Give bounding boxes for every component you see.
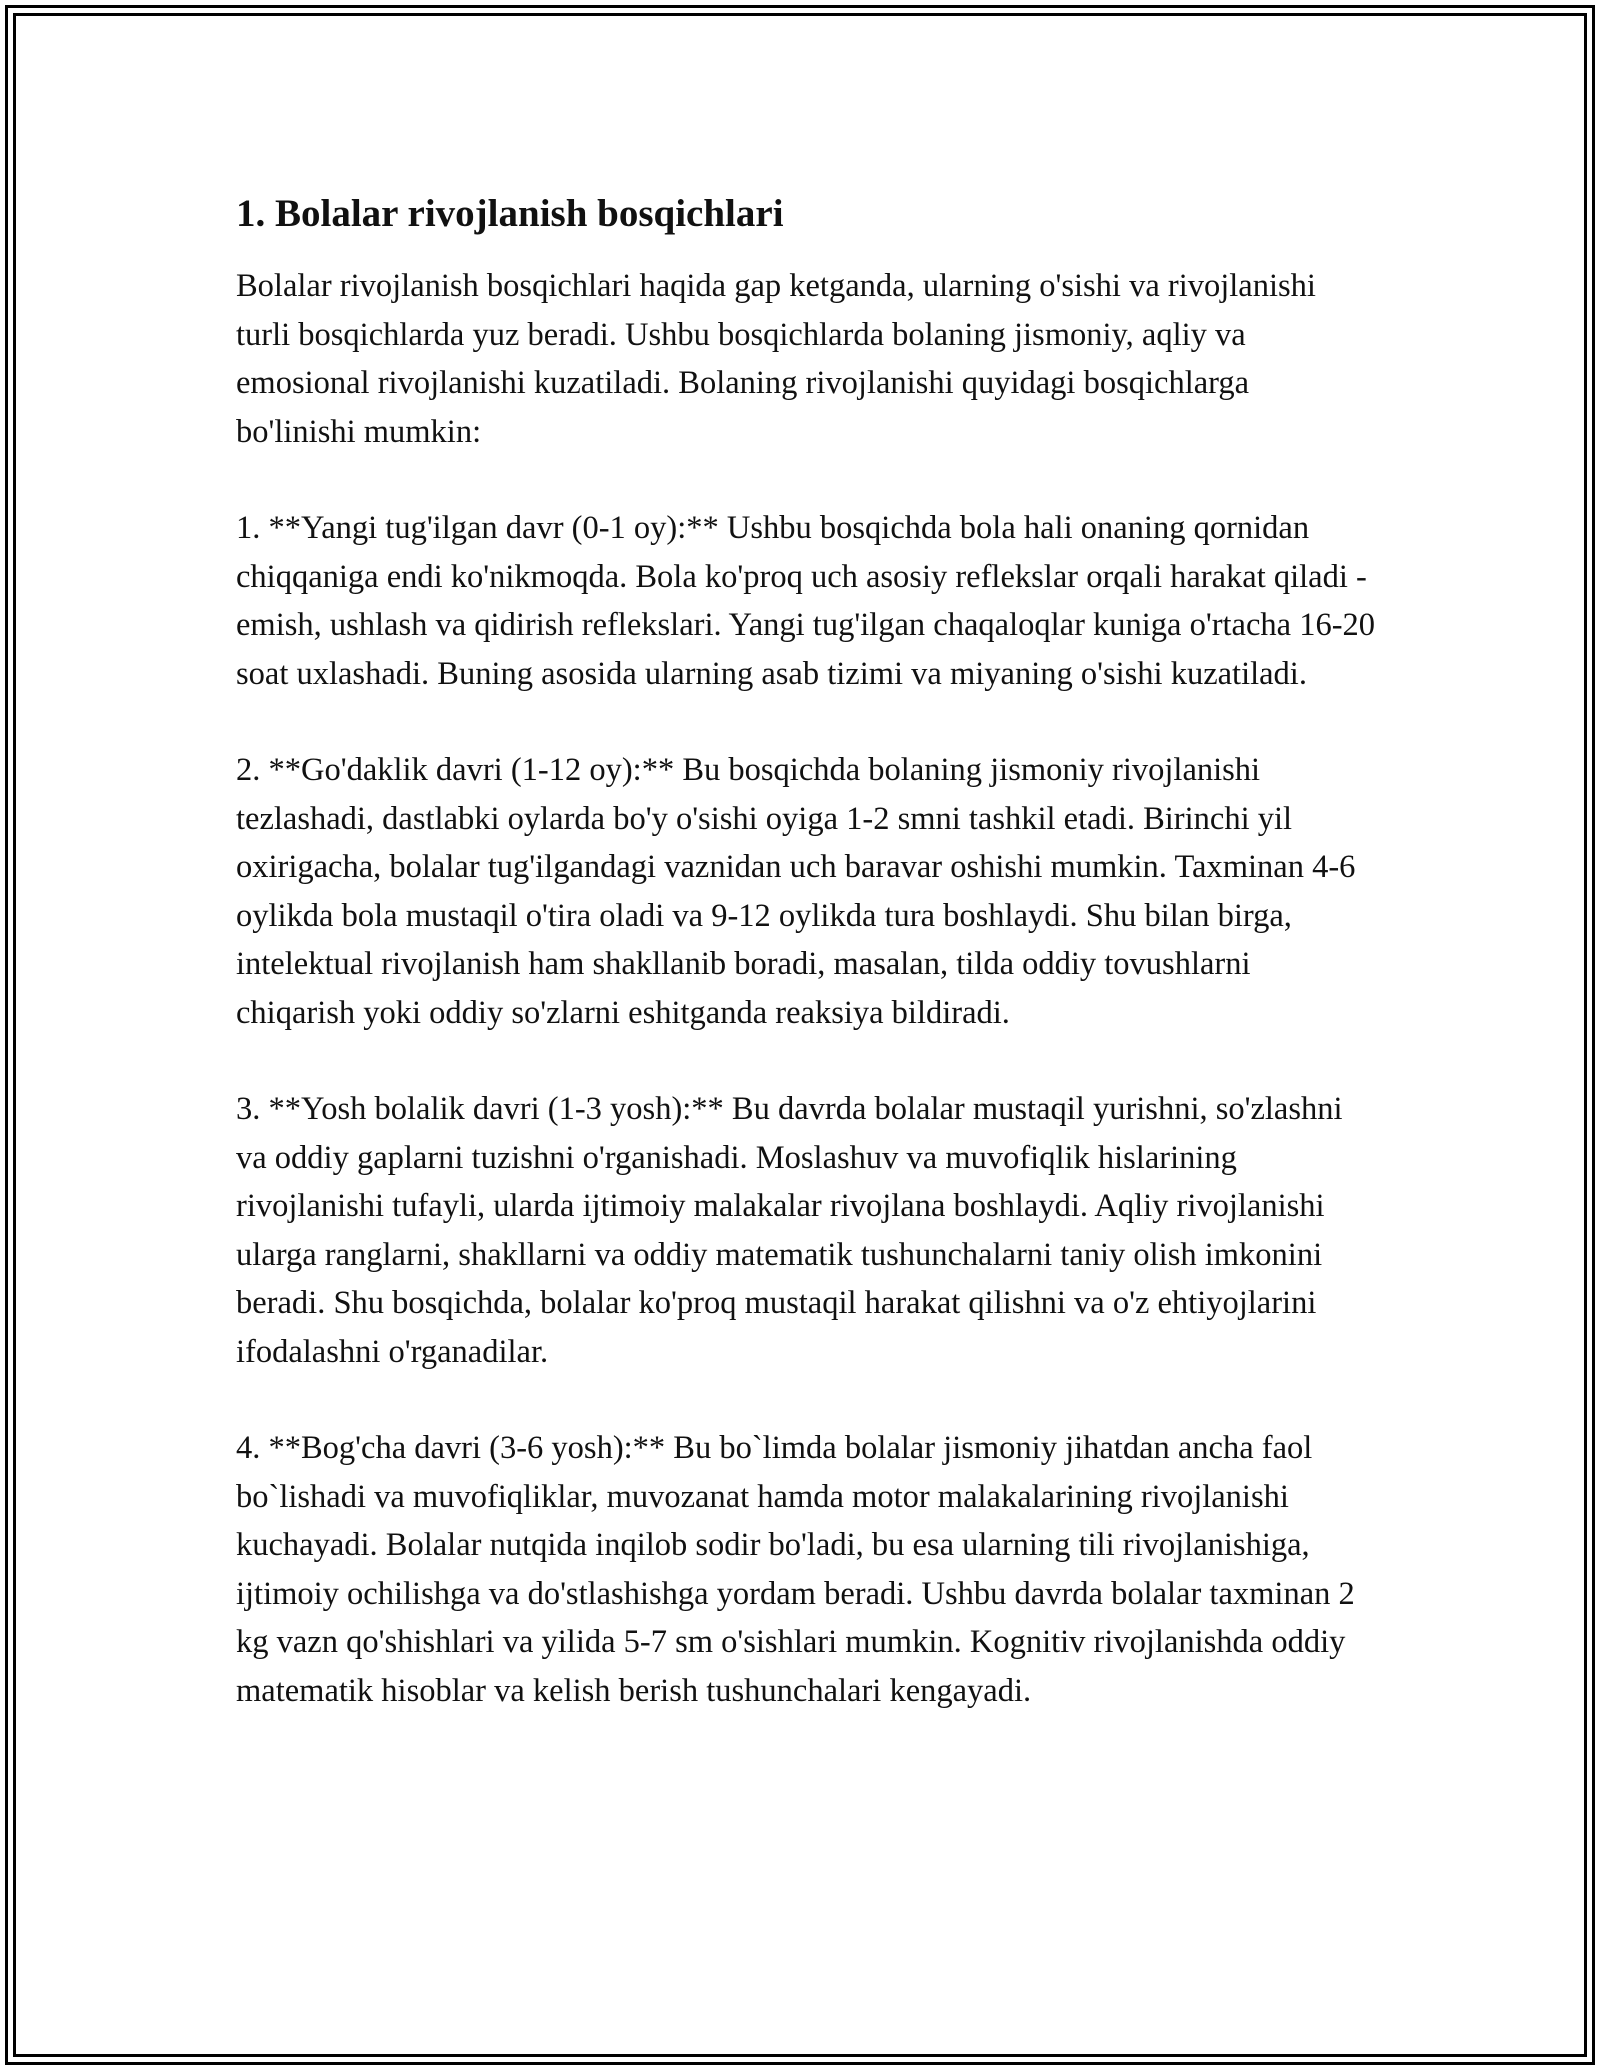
document-body <box>236 186 1376 1763</box>
stage-infancy-paragraph: 2. **Go'daklik davri (1-12 oy):** Bu bosqichda bolaning jismoniy rivojlanishi tezlashadi, dastlabki oylarda bo'y o'sishi oyiga 1-2 smni tashkil etadi. Birinchi yil oxirigacha, bolalar tug'ilgandagi vaznidan uch baravar oshishi mumkin. Taxminan 4-6 oylikda bola mustaqil o'tira oladi va 9-12 oylikda tura boshlaydi. Shu bilan birga, intelektual rivojlanish ham shakllanib boradi, masalan, tilda oddiy tovushlarni chiqarish yoki oddiy so'zlarni eshitganda reaksiya bildiradi. <box>236 752 1356 1031</box>
stage-newborn-paragraph: 1. **Yangi tug'ilgan davr (0-1 oy):** Ushbu bosqichda bola hali onaning qornidan chiqqaniga endi ko'nikmoqda. Bola ko'proq uch asosiy reflekslar orqali harakat qiladi - emish, ushlash va qidirish reflekslari. Yangi tug'ilgan chaqaloqlar kuniga o'rtacha 16-20 soat uxlashadi. Buning asosida ularning asab tizimi va miyaning o'sishi kuzatiladi. <box>236 510 1376 692</box>
section-heading: 1. Bolalar rivojlanish bosqichlari <box>236 192 784 235</box>
stage-preschool-paragraph: 4. **Bog'cha davri (3-6 yosh):** Bu bo`limda bolalar jismoniy jihatdan ancha faol bo`lishadi va muvofiqliklar, muvozanat hamda motor malakalarining rivojlanishi kuchayadi. Bolalar nutqida inqilob sodir bo'ladi, bu esa ularning tili rivojlanishiga, ijtimoiy ochilishga va do'stlashishga yordam beradi. Ushbu davrda bolalar taxminan 2 kg vazn qo'shishlari va yilida 5-7 sm o'sishlari mumkin. Kognitiv rivojlanishda oddiy matematik hisoblar va kelish berish tushunchalari kengayadi. <box>236 1430 1355 1709</box>
stage-toddler-paragraph: 3. **Yosh bolalik davri (1-3 yosh):** Bu davrda bolalar mustaqil yurishni, so'zlashni va oddiy gaplarni tuzishni o'rganishadi. Moslashuv va muvofiqlik hislarining rivojlanishi tufayli, ularda ijtimoiy malakalar rivojlana boshlaydi. Aqliy rivojlanishi ularga ranglarni, shakllarni va oddiy matematik tushunchalarni taniy olish imkonini beradi. Shu bosqichda, bolalar ko'proq mustaqil harakat qilishni va o'z ehtiyojlarini ifodalashni o'rganadilar. <box>236 1091 1343 1370</box>
intro-paragraph: Bolalar rivojlanish bosqichlari haqida gap ketganda, ularning o'sishi va rivojlanishi turli bosqichlarda yuz beradi. Ushbu bosqichlarda bolaning jismoniy, aqliy va emosional rivojlanishi kuzatiladi. Bolaning rivojlanishi quyidagi bosqichlarga bo'linishi mumkin: <box>236 268 1316 450</box>
